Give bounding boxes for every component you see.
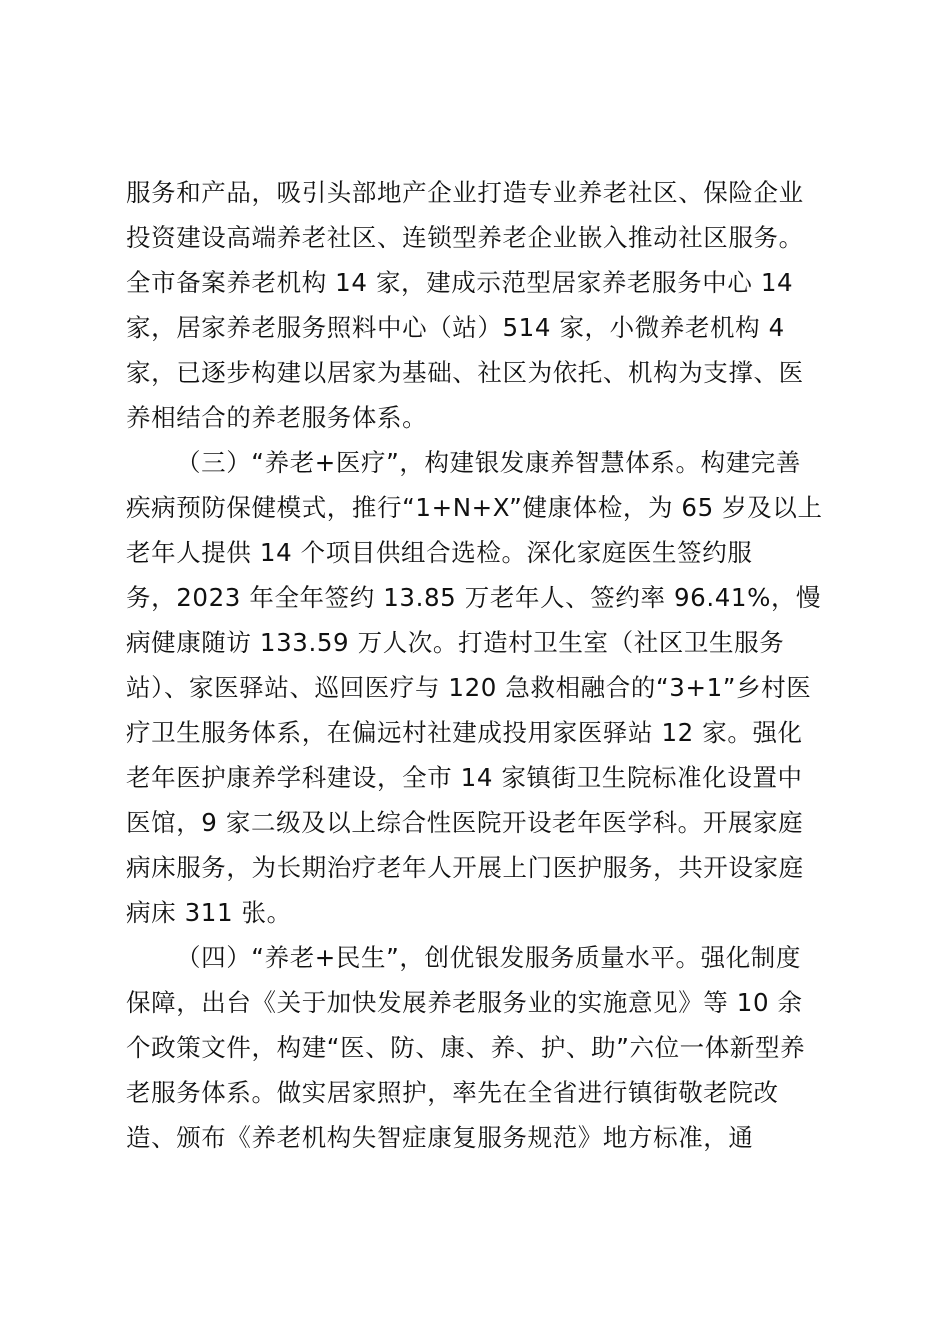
section-heading-line: （三）“养老+医疗”，构建银发康养智慧体系。构建完善 — [176, 448, 802, 477]
text-line: 疗卫生服务体系，在偏远村社建成投用家医驿站 12 家。强化 — [126, 718, 803, 747]
text-line: 老年医护康养学科建设，全市 14 家镇街卫生院标准化设置中 — [126, 763, 803, 792]
text-line: 家，已逐步构建以居家为基础、社区为依托、机构为支撑、医 — [126, 358, 804, 387]
text-line: 医馆，9 家二级及以上综合性医院开设老年医学科。开展家庭 — [126, 808, 804, 837]
text-line: 保障，出台《关于加快发展养老服务业的实施意见》等 10 余 — [126, 988, 803, 1017]
text-line: 病床 311 张。 — [126, 898, 292, 927]
text-line: 服务和产品，吸引头部地产企业打造专业养老社区、保险企业 — [126, 178, 804, 207]
text-line: 老服务体系。做实居家照护，率先在全省进行镇街敬老院改 — [126, 1078, 779, 1107]
text-line: 造、颁布《养老机构失智症康复服务规范》地方标准，通 — [126, 1123, 754, 1152]
text-line: 老年人提供 14 个项目供组合选检。深化家庭医生签约服 — [126, 538, 753, 567]
text-line: 个政策文件，构建“医、防、康、养、护、助”六位一体新型养 — [126, 1033, 806, 1062]
text-line: 家，居家养老服务照料中心（站）514 家，小微养老机构 4 — [126, 313, 785, 342]
text-line: 病床服务，为长期治疗老年人开展上门医护服务，共开设家庭 — [126, 853, 804, 882]
text-line: 投资建设高端养老社区、连锁型养老企业嵌入推动社区服务。 — [126, 223, 804, 252]
text-line: 全市备案养老机构 14 家，建成示范型居家养老服务中心 14 — [126, 268, 794, 297]
text-line: 站）、家医驿站、巡回医疗与 120 急救相融合的“3+1”乡村医 — [126, 673, 812, 702]
text-line: 疾病预防保健模式，推行“1+N+X”健康体检，为 65 岁及以上 — [126, 493, 823, 522]
section-heading-line: （四）“养老+民生”，创优银发服务质量水平。强化制度 — [176, 943, 802, 972]
text-line: 病健康随访 133.59 万人次。打造村卫生室（社区卫生服务 — [126, 628, 785, 657]
text-line: 养相结合的养老服务体系。 — [126, 403, 428, 432]
text-line: 务，2023 年全年签约 13.85 万老年人、签约率 96.41%，慢 — [126, 583, 822, 612]
